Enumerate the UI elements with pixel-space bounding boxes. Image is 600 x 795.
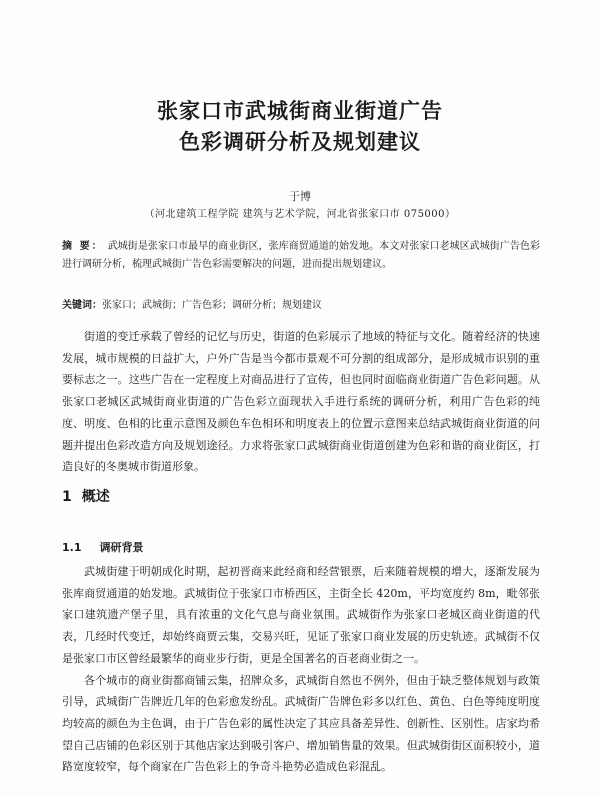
paper-title-line-1: 张家口市武城街商业街道广告 <box>157 99 443 123</box>
introduction-paragraph: 街道的变迁承载了曾经的记忆与历史，街道的色彩展示了地域的特征与文化。随着经济的快速发展，城市规模的日益扩大，户外广告是当今都市景观不可分割的组成部分，是形成城市识别的重要标志之一。这些广告在一定程度上对商品进行了宣传，但也同时面临商业街道广告色彩问题。从张家口老城区武城街商业街道的广告色彩立面现状入手进行系统的调研分析，利用广告色彩的纯度、明度、色相的比重示意图及颜色车色相环和明度表上的位置示意图来总结武城街商业街道的问题并提出色彩改造方向及规划途径。力求将张家口武城街商业街道创建为色彩和谐的商业街区，打造良好的冬奥城市街道形象。 <box>62 330 540 474</box>
abstract-label: 摘 要： <box>62 241 104 252</box>
keywords <box>62 297 540 315</box>
body-paragraph: 武城街建于明朝成化时期，起初晋商来此经商和经营银票，后来随着规模的增大，逐渐发展为张库商贸通道的始发地。武城街位于张家口市桥西区，主街全长 420m，平均宽度约 8m，毗邻张家口建筑遗产堡子里，具有浓重的文化气息与商业氛围。武城街作为张家口老城区商业街道的代表，几经时代变迁，却始终商贾云集，交易兴旺，见证了张家口商业发展的历史轨迹。武城街不仅是张家口市区曾经最繁华的商业步行街，更是全国著名的百老商业街之一。 <box>62 565 540 665</box>
abstract-text: 武城街是张家口市最早的商业街区，张库商贸通道的始发地。本文对张家口老城区武城街广告色彩进行调研分析，梳理武城街广告色彩需要解决的问题，进而提出规划建议。 <box>62 241 540 270</box>
subsection-number: 1.1 <box>62 541 82 554</box>
paper-title-line-2: 色彩调研分析及规划建议 <box>179 130 421 154</box>
body-text <box>62 561 540 778</box>
author-name: 于博 <box>289 190 311 203</box>
section-title: 概述 <box>81 489 110 505</box>
subsection-heading <box>62 539 144 555</box>
keywords-text: 张家口；武城街；广告色彩；调研分析；规划建议 <box>102 300 322 311</box>
author-affiliation: （河北建筑工程学院 建筑与艺术学院，河北省张家口市 075000） <box>144 209 456 220</box>
keywords-label: 关键词： <box>62 300 102 311</box>
subsection-title: 调研背景 <box>99 541 144 554</box>
body-paragraph: 各个城市的商业街都商铺云集，招牌众多，武城街自然也不例外，但由于缺乏整体规划与政策引导，武城街广告牌近几年的色彩愈发纷乱。武城街广告牌色彩多以红色、黄色、白色等纯度明度均较高的颜色为主色调，由于广告色彩的属性决定了其应具备差异性、创新性、区别性。店家均希望自己店铺的色彩区别于其他店家达到吸引客户、增加销售量的效果。但武城街街区面积较小，道路宽度较窄，每个商家在广告色彩上的争奇斗艳势必造成色彩混乱。 <box>62 673 540 774</box>
section-heading <box>62 486 110 506</box>
abstract <box>62 238 540 274</box>
section-number: 1 <box>62 489 72 505</box>
